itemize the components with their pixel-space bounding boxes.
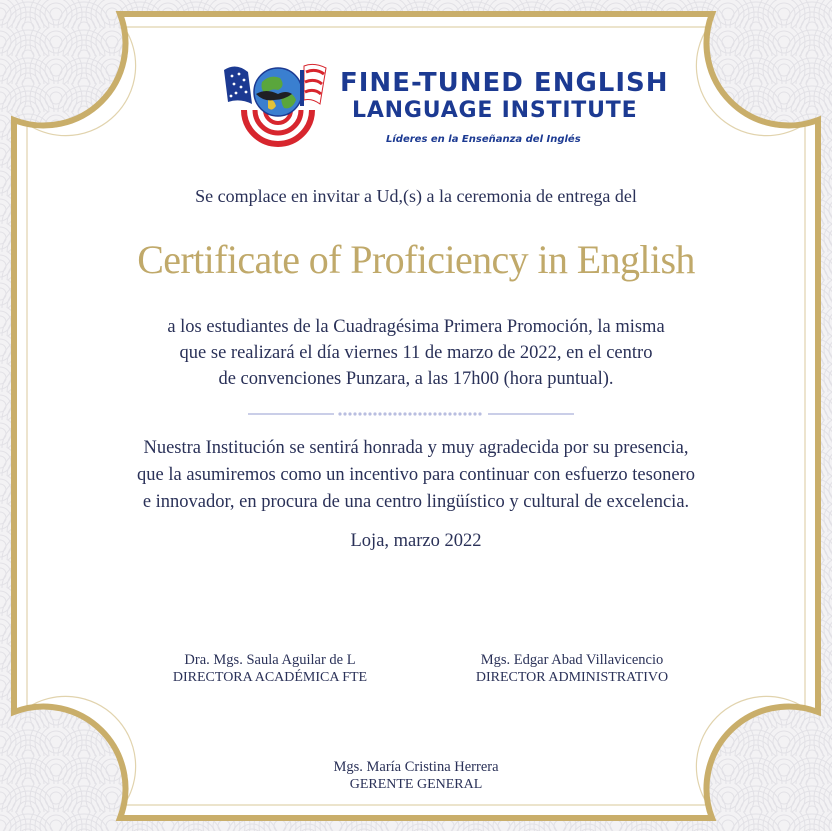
signatory-name: Mgs. María Cristina Herrera — [333, 759, 499, 775]
invitation-intro: Se complace en invitar a Ud,(s) a la ceremonia de entrega del — [195, 186, 637, 206]
signatory-role: DIRECTOR ADMINISTRATIVO — [475, 670, 669, 685]
brand-tagline: Líderes en la Enseñanza del Inglés — [386, 134, 581, 145]
certificate-title: Certificate of Proficiency in English — [137, 237, 695, 282]
signature-academic-director — [120, 651, 420, 687]
signatory-role: DIRECTORA ACADÉMICA FTE — [172, 670, 368, 685]
gratitude-paragraph — [0, 435, 832, 516]
signature-administrative-director — [422, 651, 722, 687]
gratitude-line: que la asumiremos como un incentivo para continuar con esfuerzo tesonero — [137, 465, 695, 485]
details-line: de convenciones Punzara, a las 17h00 (hora puntual). — [218, 369, 614, 389]
globe-flags-emblem-icon — [222, 60, 334, 152]
gratitude-line: e innovador, en procura de una centro lingüístico y cultural de excelencia. — [142, 492, 690, 512]
brand-name-line2: LANGUAGE INSTITUTE — [352, 98, 638, 123]
invitation-details — [0, 314, 832, 392]
dotted-divider — [248, 409, 574, 419]
place-date: Loja, marzo 2022 — [350, 531, 482, 551]
signatory-name: Mgs. Edgar Abad Villavicencio — [480, 652, 664, 668]
gratitude-line: Nuestra Institución se sentirá honrada y muy agradecida por su presencia, — [143, 438, 689, 458]
signature-general-manager — [266, 758, 566, 794]
details-line: a los estudiantes de la Cuadragésima Primera Promoción, la misma — [167, 317, 665, 337]
details-line: que se realizará el día viernes 11 de marzo de 2022, en el centro — [179, 343, 653, 363]
signatory-name: Dra. Mgs. Saula Aguilar de L — [184, 652, 356, 668]
brand-name-line1: FINE-TUNED ENGLISH — [340, 68, 669, 98]
signatory-role: GERENTE GENERAL — [349, 777, 483, 792]
